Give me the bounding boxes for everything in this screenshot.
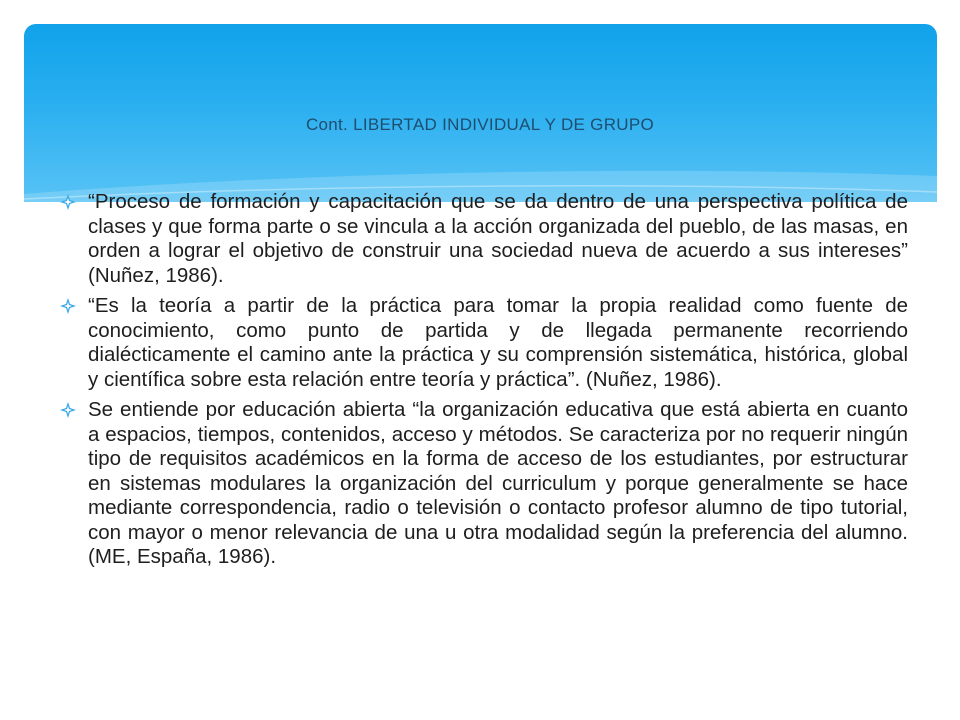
bullet-text: Se entiende por educación abierta “la organización educativa que está abierta en cuanto a espacios, tiempos, contenidos, acceso y métodos. Se caracteriza por no requerir ningún tipo de requisitos académicos en la forma de acceso de los estudiantes, por estructurar en sistemas modulares la organización del curriculum y porque generalmente se hace mediante correspondencia, radio o televisión o contacto profesor alumno de tipo tutorial, con mayor o menor relevancia de una u otra modalidad según la preferencia del alumno. (ME, España, 1986).: [88, 398, 908, 568]
four-point-star-icon: [60, 298, 76, 314]
list-item: [66, 294, 908, 392]
bullet-list: [66, 190, 908, 576]
four-point-star-icon: [60, 194, 76, 210]
bullet-text: “Proceso de formación y capacitación que se da dentro de una perspectiva política de clases y que forma parte o se vincula a la acción organizada del pueblo, de las masas, en orden a lograr el objetivo de construir una sociedad nueva de acuerdo a sus intereses” (Nuñez, 1986).: [88, 190, 908, 287]
banner-wave-decoration: [24, 24, 937, 202]
four-point-star-icon: [60, 402, 76, 418]
list-item: [66, 190, 908, 288]
title-banner: [24, 24, 937, 202]
list-item: [66, 398, 908, 570]
bullet-text: “Es la teoría a partir de la práctica para tomar la propia realidad como fuente de conocimiento, como punto de partida y de llegada permanente recorriendo dialécticamente el camino ante la práctica y su comprensión sistemática, histórica, global y científica sobre esta relación entre teoría y práctica”. (Nuñez, 1986).: [88, 294, 908, 391]
slide-title: Cont. LIBERTAD INDIVIDUAL Y DE GRUPO: [305, 115, 655, 134]
